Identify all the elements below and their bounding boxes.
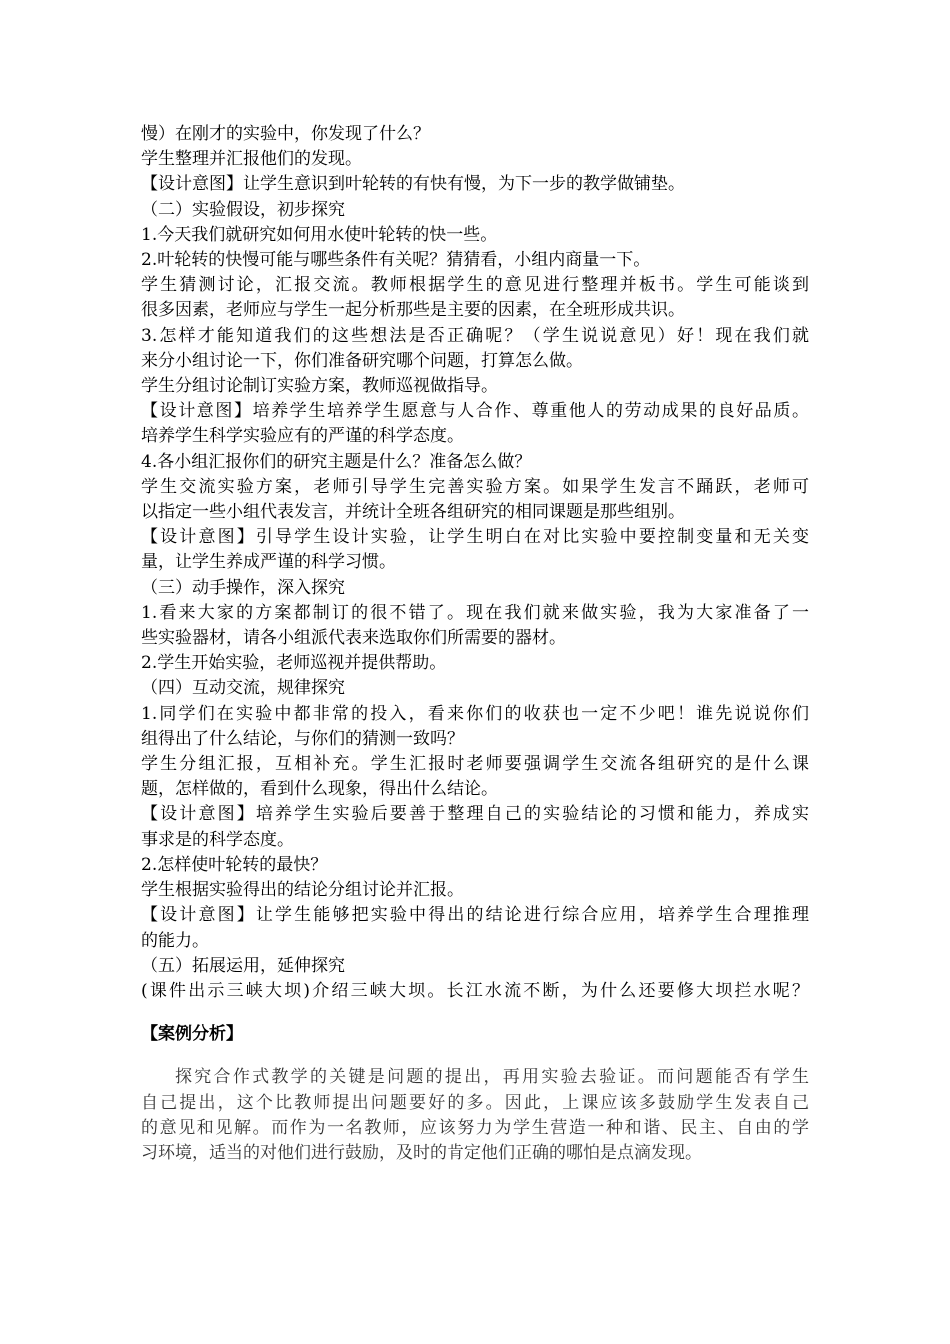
text-line: 1.今天我们就研究如何用水使叶轮转的快一些。 [141, 224, 498, 245]
text-line: 慢）在刚才的实验中，你发现了什么？ [141, 124, 430, 144]
text-line: 学生分组讨论制订实验方案，教师巡视做指导。 [141, 376, 498, 397]
text-line: 培养学生科学实验应有的严谨的科学态度。 [141, 426, 464, 447]
text-line: 1.看来大家的方案都制订的很不错了。现在我们就来做实验，我为大家准备了一 [141, 602, 809, 623]
text-line: 学生分组汇报，互相补充。学生汇报时老师要强调学生交流各组研究的是什么课 [141, 754, 809, 775]
text-line: 组得出了什么结论，与你们的猜测一致吗？ [141, 728, 464, 749]
text-line: 【设计意图】培养学生实验后要善于整理自己的实验结论的习惯和能力，养成实 [141, 804, 809, 825]
text-line: 2.学生开始实验，老师巡视并提供帮助。 [141, 653, 447, 674]
analysis-paragraph [141, 1065, 809, 1166]
text-line: 事求是的科学态度。 [141, 829, 294, 850]
text-line: 【设计意图】让学生能够把实验中得出的结论进行综合应用，培养学生合理推理 [141, 905, 809, 926]
text-line: 学生整理并汇报他们的发现。 [141, 149, 362, 170]
analysis-line: 的意见和见解。而作为一名教师，应该努力为学生营造一种和谐、民主、自由的学 [141, 1117, 809, 1138]
analysis-line: 探究合作式教学的关键是问题的提出，再用实验去验证。而问题能否有学生 [175, 1067, 809, 1088]
text-line: 学生根据实验得出的结论分组讨论并汇报。 [141, 880, 464, 901]
text-line: 1.同学们在实验中都非常的投入，看来你们的收获也一定不少吧！谁先说说你们 [141, 703, 809, 724]
text-line: （二）实验假设，初步探究 [141, 199, 345, 220]
text-line: 4.各小组汇报你们的研究主题是什么？准备怎么做？ [141, 451, 532, 472]
text-line: 【设计意图】让学生意识到叶轮转的有快有慢，为下一步的教学做铺垫。 [141, 174, 685, 195]
text-line: (课件出示三峡大坝)介绍三峡大坝。长江水流不断，为什么还要修大坝拦水呢？ [141, 980, 809, 1001]
text-line: 题，怎样做的，看到什么现象，得出什么结论。 [141, 779, 498, 800]
analysis-line: 自己提出，这个比教师提出问题要好的多。因此，上课应该多鼓励学生发表自己 [141, 1092, 809, 1113]
section-heading: 【案例分析】 [141, 1024, 243, 1045]
text-line: 些实验器材，请各小组派代表来选取你们所需要的器材。 [141, 628, 566, 649]
text-line: 以指定一些小组代表发言，并统计全班各组研究的相同课题是那些组别。 [141, 502, 685, 523]
text-line: 2.怎样使叶轮转的最快？ [141, 854, 328, 875]
text-line: 【设计意图】引导学生设计实验，让学生明白在对比实验中要控制变量和无关变 [141, 527, 809, 548]
text-line: （四）互动交流，规律探究 [141, 678, 345, 699]
text-line: 【设计意图】培养学生培养学生愿意与人合作、尊重他人的劳动成果的良好品质。 [141, 401, 809, 422]
text-line: 来分小组讨论一下，你们准备研究哪个问题，打算怎么做。 [141, 350, 583, 371]
text-line: 学生交流实验方案，老师引导学生完善实验方案。如果学生发言不踊跃，老师可 [141, 476, 809, 497]
text-line: （五）拓展运用，延伸探究 [141, 955, 345, 976]
analysis-line: 习环境，适当的对他们进行鼓励，及时的肯定他们正确的哪怕是点滴发现。 [141, 1142, 702, 1163]
text-line: （三）动手操作，深入探究 [141, 577, 345, 598]
text-line: 量，让学生养成严谨的科学习惯。 [141, 552, 396, 573]
text-line: 的能力。 [141, 930, 209, 951]
document-page [141, 122, 809, 1166]
text-line: 3.怎样才能知道我们的这些想法是否正确呢？（学生说说意见）好！现在我们就 [141, 325, 809, 346]
text-line: 2.叶轮转的快慢可能与哪些条件有关呢？猜猜看，小组内商量一下。 [141, 250, 651, 271]
text-line: 很多因素，老师应与学生一起分析那些是主要的因素，在全班形成共识。 [141, 300, 685, 321]
body-text [141, 122, 809, 1004]
text-line: 学生猜测讨论，汇报交流。教师根据学生的意见进行整理并板书。学生可能谈到 [141, 275, 809, 296]
